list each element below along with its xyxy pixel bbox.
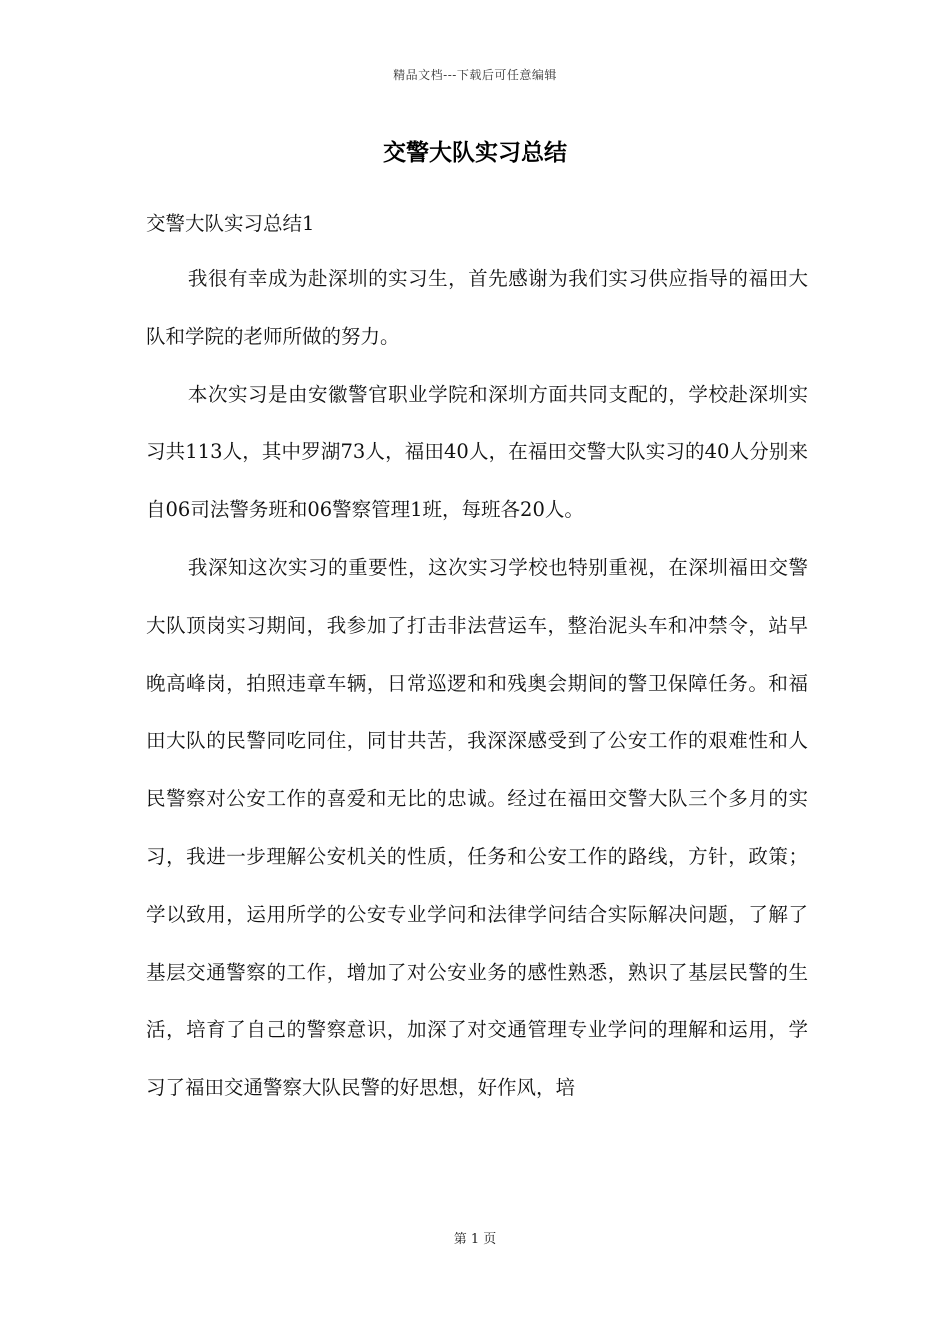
paragraph: 我深知这次实习的重要性，这次实习学校也特别重视，在深圳福田交警大队顶岗实习期间，我参加了打击非法营运车，整治泥头车和冲禁令，站早晚高峰岗，拍照违章车辆，日常巡逻和和残奥会期间的警卫保障任务。和福田大队的民警同吃同住，同甘共苦，我深深感受到了公安工作的艰难性和人民警察对公安工作的喜爱和无比的忠诚。经过在福田交警大队三个多月的实习，我进一步理解公安机关的性质，任务和公安工作的路线，方针，政策；学以致用，运用所学的公安专业学问和法律学问结合实际解决问题，了解了基层交通警察的工作，增加了对公安业务的感性熟悉，熟识了基层民警的生活，培育了自己的警察意识，加深了对交通管理专业学问的理解和运用，学习了福田交通警察大队民警的好思想，好作风，培 bbox=[146, 555, 808, 1100]
document-title: 交警大队实习总结 bbox=[383, 139, 567, 166]
page-header: 精品文档---下载后可任意编辑 bbox=[393, 68, 557, 82]
document-body bbox=[146, 250, 808, 1117]
paragraph: 我很有幸成为赴深圳的实习生，首先感谢为我们实习供应指导的福田大队和学院的老师所做的努力。 bbox=[146, 267, 808, 348]
page-number: 第 1 页 bbox=[453, 1232, 497, 1247]
paragraph: 本次实习是由安徽警官职业学院和深圳方面共同支配的，学校赴深圳实习共113人，其中罗湖73人，福田40人，在福田交警大队实习的40人分别来自06司法警务班和06警察管理1班，每班各20人。 bbox=[146, 382, 808, 522]
section-heading: 交警大队实习总结1 bbox=[146, 212, 315, 235]
